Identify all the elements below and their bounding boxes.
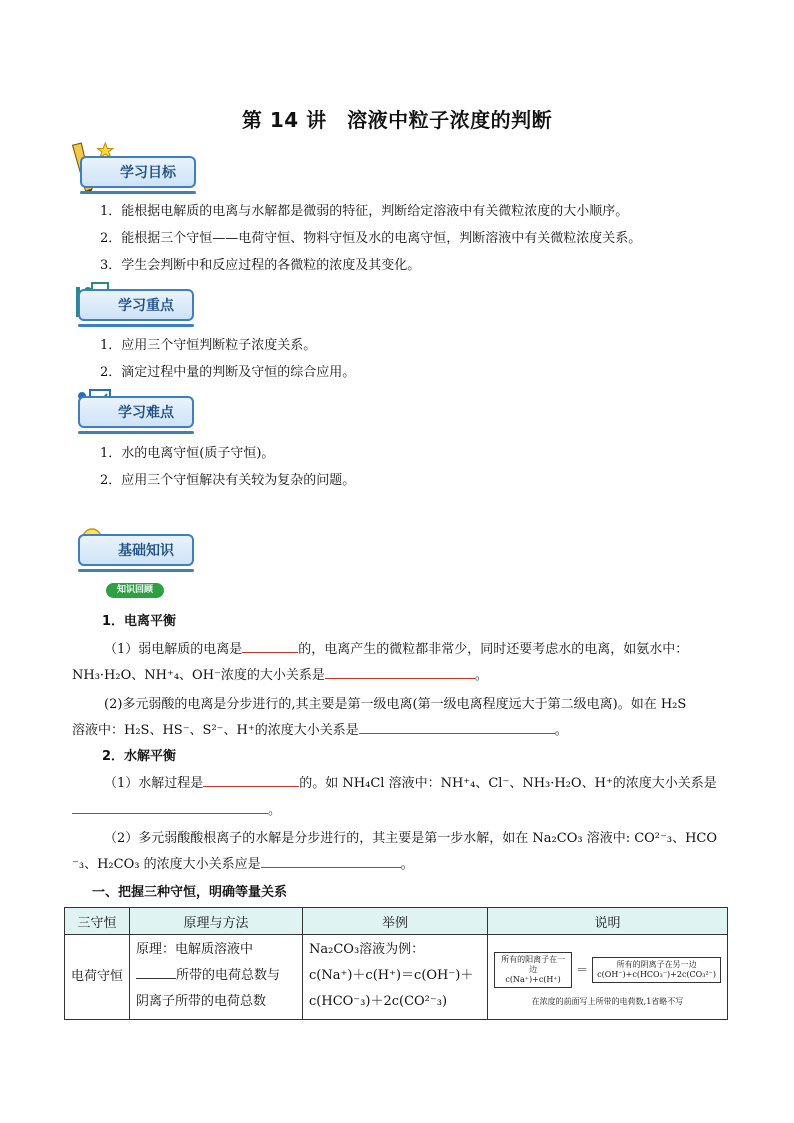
section-label: 学习目标 <box>80 156 196 188</box>
conservation-table <box>64 907 728 1020</box>
answer-blank[interactable] <box>72 801 268 814</box>
answer-blank[interactable] <box>203 774 299 787</box>
heading-three-conservations: 一、把握三种守恒，明确等量关系 <box>92 885 288 900</box>
text: 。 <box>268 803 282 818</box>
cation-box <box>494 952 572 988</box>
paragraph <box>72 719 568 738</box>
text: 。 <box>554 723 568 738</box>
table-header: 说明 <box>488 908 728 935</box>
recall-badge: 知识回顾 <box>106 583 164 598</box>
heading-hydrolysis: 2．水解平衡 <box>102 749 177 764</box>
paragraph <box>104 638 688 657</box>
text: c(HCO⁻₃)＋2c(CO²⁻₃) <box>309 994 448 1009</box>
text <box>136 963 296 989</box>
text: Na₂CO₃溶液为例： <box>309 942 425 957</box>
text: 所带的电荷总数与 <box>176 968 281 983</box>
text: 。 <box>400 857 414 872</box>
anion-box <box>592 957 721 983</box>
section-label: 学习难点 <box>78 396 194 428</box>
text: ⁻₃、H₂CO₃ 的浓度大小关系应是 <box>72 857 261 872</box>
text: 阴离子所带的电荷总数 <box>136 994 267 1009</box>
text: NH₃·H₂O、NH⁺₄、OH⁻浓度的大小关系是 <box>72 668 325 683</box>
principle-cell <box>130 935 303 1020</box>
section-badge-basics <box>78 532 194 568</box>
difficult-item: 1．水的电离守恒(质子守恒)。 <box>100 446 275 461</box>
answer-blank[interactable] <box>359 721 555 734</box>
table-row <box>65 935 728 1020</box>
text: c(OH⁻)+c(HCO₃⁻)+2c(CO₃²⁻) <box>597 969 716 979</box>
focus-item: 2．滴定过程中量的判断及守恒的综合应用。 <box>100 365 356 380</box>
text: 原理：电解质溶液中 <box>136 942 254 957</box>
focus-item: 1．应用三个守恒判断粒子浓度关系。 <box>100 338 317 353</box>
table-header: 原理与方法 <box>130 908 303 935</box>
table-header: 三守恒 <box>65 908 130 935</box>
text: （1）水解过程是 <box>104 776 204 791</box>
answer-blank[interactable] <box>242 640 298 653</box>
text: 。 <box>474 668 488 683</box>
section-label: 学习重点 <box>78 289 194 321</box>
answer-blank[interactable] <box>325 666 475 679</box>
table-header: 举例 <box>303 908 488 935</box>
paragraph <box>104 772 717 791</box>
text: 溶液中：H₂S、HS⁻、S²⁻、H⁺的浓度大小关系是 <box>72 723 359 738</box>
difficult-item: 2．应用三个守恒解决有关较为复杂的问题。 <box>100 473 356 488</box>
text: 所有的阴离子在另一边 <box>616 959 697 969</box>
text: 的。如 NH₄Cl 溶液中：NH⁺₄、Cl⁻、NH₃·H₂O、H⁺的浓度大小关系是 <box>299 776 717 791</box>
explain-cell <box>488 935 728 1020</box>
paragraph: （2）多元弱酸酸根离子的水解是分步进行的，其主要是第一步水解，如在 Na₂CO₃ 溶液中: CO²⁻₃、HCO <box>104 831 718 846</box>
section-badge-difficult <box>78 394 194 430</box>
example-cell <box>303 935 488 1020</box>
goal-item: 1．能根据电解质的电离与水解都是微弱的特征，判断给定溶液中有关微粒浓度的大小顺序。 <box>100 204 629 219</box>
table-header-row <box>65 908 728 935</box>
text: c(Na⁺)＋c(H⁺)＝c(OH⁻)＋ <box>309 968 474 983</box>
text: 的，电离产生的微粒都非常少，同时还要考虑水的电离，如氨水中： <box>298 642 689 657</box>
equals-sign: ＝ <box>576 963 589 977</box>
paragraph <box>72 799 281 818</box>
answer-blank[interactable] <box>261 855 401 868</box>
goal-item: 2．能根据三个守恒——电荷守恒、物料守恒及水的电离守恒，判断溶液中有关微粒浓度关系。 <box>100 231 642 246</box>
section-label: 基础知识 <box>78 534 194 566</box>
text: 所有的阳离子在一边 <box>501 954 566 974</box>
page-title: 第 14 讲 溶液中粒子浓度的判断 <box>241 108 553 132</box>
answer-blank[interactable] <box>136 966 176 979</box>
goal-item: 3．学生会判断中和反应过程的各微粒的浓度及其变化。 <box>100 258 421 273</box>
paragraph <box>72 853 414 872</box>
row-name: 电荷守恒 <box>65 935 130 1020</box>
text: （1）弱电解质的电离是 <box>104 642 243 657</box>
paragraph <box>72 664 488 683</box>
section-badge-focus <box>78 287 194 323</box>
explain-note: 在浓度的前面写上所带的电荷数,1省略不写 <box>531 996 684 1006</box>
paragraph: (2)多元弱酸的电离是分步进行的,其主要是第一级电离(第一级电离程度远大于第二级电离)。如在 H₂S <box>104 697 687 712</box>
explain-diagram <box>494 952 721 988</box>
section-badge-goals <box>80 154 196 190</box>
text: c(Na⁺)+c(H⁺) <box>505 974 561 984</box>
heading-ionization: 1．电离平衡 <box>102 614 177 629</box>
